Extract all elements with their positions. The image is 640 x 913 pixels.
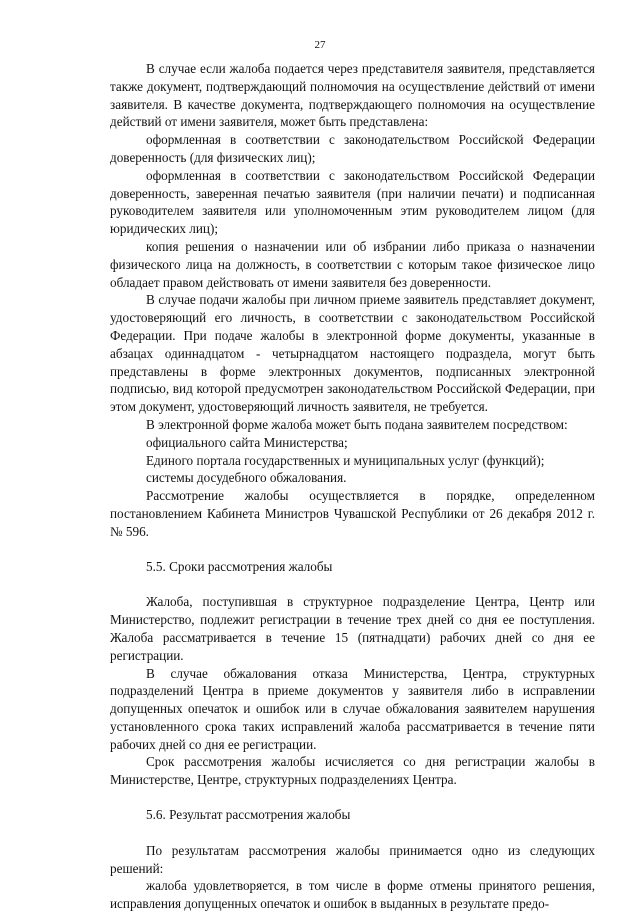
list-item-complaint-satisfied: жалоба удовлетворяется, в том числе в форме отмены принятого решения, исправления допущенных опечаток и ошибок в выданных в результате предо- (110, 878, 595, 912)
paragraph-registration-term: Жалоба, поступившая в структурное подразделение Центра, Центр или Министерство, подлежит регистрации в течение трех дней со дня ее поступления. Жалоба рассматривается в течение 15 (пятнадцати) рабочих дней со дня ее регистрации. (110, 594, 595, 663)
list-item-unified-portal: Единого портала государственных и муниципальных услуг (функций); (146, 452, 545, 468)
paragraph-representative: В случае если жалоба подается через представителя заявителя, представляется также документ, подтверждающий полномочия на осуществление действий от имени заявителя. В качестве документа, подтверждающего полномочия на осуществление действий от имени заявителя, может быть представлена: (110, 61, 595, 130)
list-item-power-of-attorney-individuals: оформленная в соответствии с законодательством Российской Федерации доверенность (для физических лиц); (110, 132, 595, 165)
list-item-power-of-attorney-legal-entities: оформленная в соответствии с законодательством Российской Федерации доверенность, заверенная печатью заявителя (при наличии печати) и подписанная руководителем заявителя или уполномоченным этим руководителем лицом (для юридических лиц); (110, 167, 595, 237)
section-heading-5-5: 5.5. Сроки рассмотрения жалобы (146, 558, 333, 574)
list-item-ministry-site: официального сайта Министерства; (146, 434, 348, 450)
paragraph-term-calculation: Срок рассмотрения жалобы исчисляется со дня регистрации жалобы в Министерстве, Центре, структурных подразделениях Центра. (110, 754, 595, 788)
paragraph-personal-reception: В случае подачи жалобы при личном приеме заявитель представляет документ, удостоверяющий его личность, в соответствии с законодательством Российской Федерации. При подаче жалобы в электронной форме документы, указанные в абзацах одиннадцатом - четырнадцатом настоящего подраздела, могут быть представлены в форме электронных документов, подписанных электронной подписью, вид которой предусмотрен законодательством Российской Федерации, при этом документ, удостоверяющий личность заявителя, не требуется. (110, 292, 595, 415)
list-item-appointment-decision: копия решения о назначении или об избрании либо приказа о назначении физического лица на должность, в соответствии с которым такое физическое лицо обладает правом действовать от имени заявителя без доверенности. (110, 238, 595, 290)
paragraph-electronic-form: В электронной форме жалоба может быть подана заявителем посредством: (146, 416, 568, 432)
page-number: 27 (314, 39, 326, 51)
section-heading-5-6: 5.6. Результат рассмотрения жалобы (146, 807, 351, 823)
list-item-pretrial-system: системы досудебного обжалования. (146, 470, 347, 486)
paragraph-refusal-appeal: В случае обжалования отказа Министерства, Центра, структурных подразделений Центра в приеме документов у заявителя либо в исправлении допущенных опечаток и ошибок или в случае обжалования заявителем нарушения установленного срока таких исправлений жалоба рассматривается в течение пяти рабочих дней со дня ее регистрации. (110, 665, 595, 752)
paragraph-decisions-intro: По результатам рассмотрения жалобы принимается одно из следующих решений: (110, 842, 595, 876)
paragraph-review-procedure: Рассмотрение жалобы осуществляется в порядке, определенном постановлением Кабинета Министров Чувашской Республики от 26 декабря 2012 г. № 596. (110, 488, 595, 539)
document-body (110, 60, 595, 913)
